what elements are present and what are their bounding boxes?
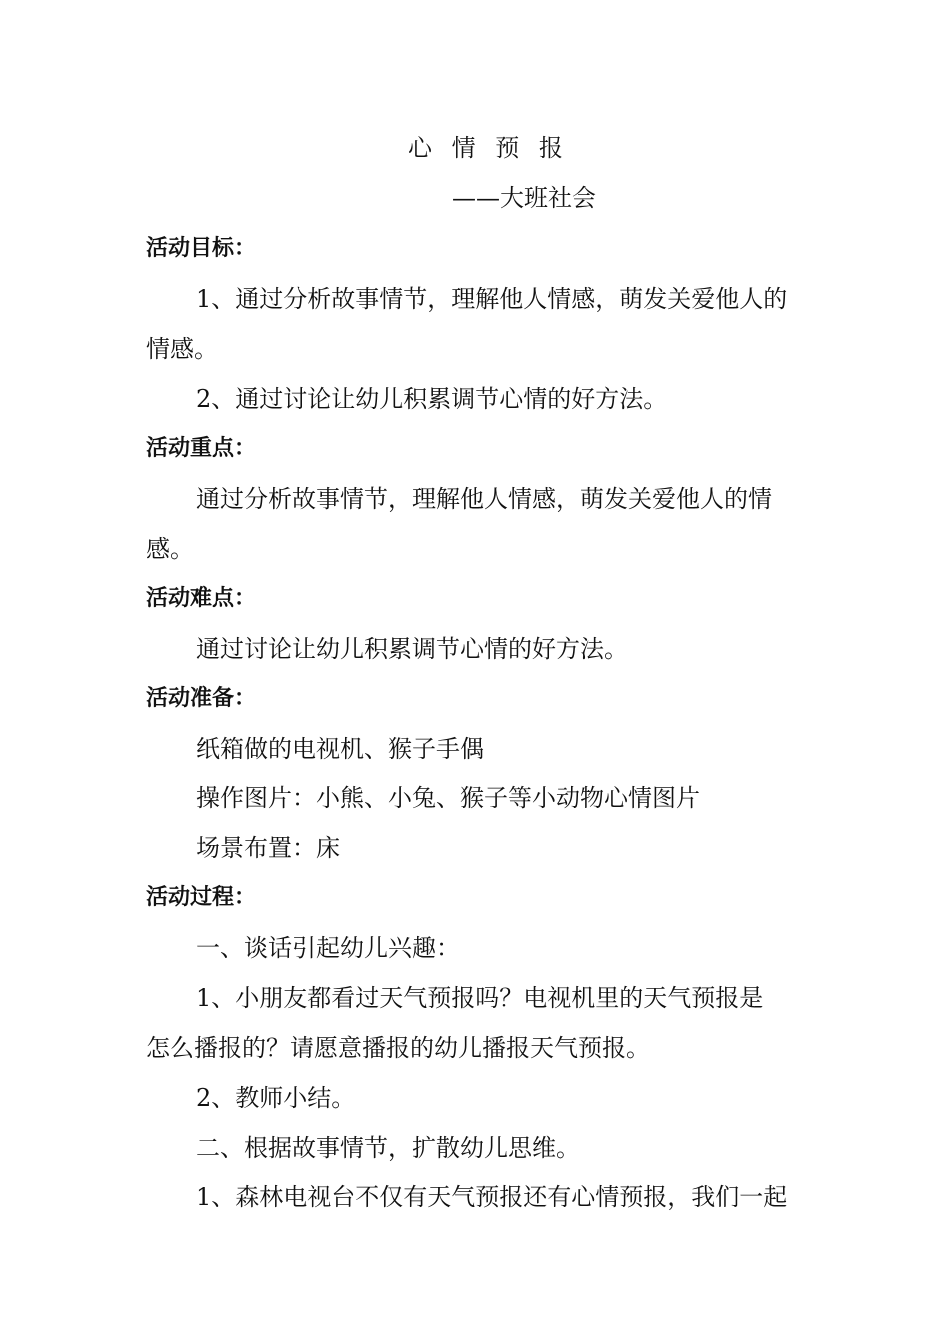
goals-heading: 活动目标： bbox=[146, 236, 257, 261]
focus-line-2: 感。 bbox=[146, 535, 194, 563]
process-step-1-2: 2、教师小结。 bbox=[196, 1084, 356, 1112]
focus-line-1: 通过分析故事情节，理解他人情感，萌发关爱他人的情 bbox=[196, 485, 772, 513]
prep-heading: 活动准备： bbox=[146, 686, 257, 711]
goal-1-line-2: 情感。 bbox=[146, 335, 218, 363]
goal-2: 2、通过讨论让幼儿积累调节心情的好方法。 bbox=[196, 385, 668, 413]
process-step-2: 二、根据故事情节，扩散幼儿思维。 bbox=[196, 1134, 580, 1162]
process-step-2-1-line-1: 1、森林电视台不仅有天气预报还有心情预报，我们一起 bbox=[196, 1183, 788, 1211]
goal-1-line-1: 1、通过分析故事情节，理解他人情感，萌发关爱他人的 bbox=[196, 285, 788, 313]
process-step-1: 一、谈话引起幼儿兴趣： bbox=[196, 934, 460, 962]
focus-heading: 活动重点： bbox=[146, 436, 257, 461]
process-heading: 活动过程： bbox=[146, 885, 257, 910]
prep-item-2: 操作图片：小熊、小兔、猴子等小动物心情图片 bbox=[196, 784, 700, 812]
document-title: 心 情 预 报 bbox=[408, 134, 569, 162]
difficulty-heading: 活动难点： bbox=[146, 586, 257, 611]
prep-item-3: 场景布置：床 bbox=[196, 834, 340, 862]
document-subtitle: ——大班社会 bbox=[452, 184, 596, 212]
process-step-1-1-line-2: 怎么播报的？请愿意播报的幼儿播报天气预报。 bbox=[146, 1034, 650, 1062]
process-step-1-1-line-1: 1、小朋友都看过天气预报吗？电视机里的天气预报是 bbox=[196, 984, 764, 1012]
difficulty-line: 通过讨论让幼儿积累调节心情的好方法。 bbox=[196, 635, 628, 663]
prep-item-1: 纸箱做的电视机、猴子手偶 bbox=[196, 735, 484, 763]
